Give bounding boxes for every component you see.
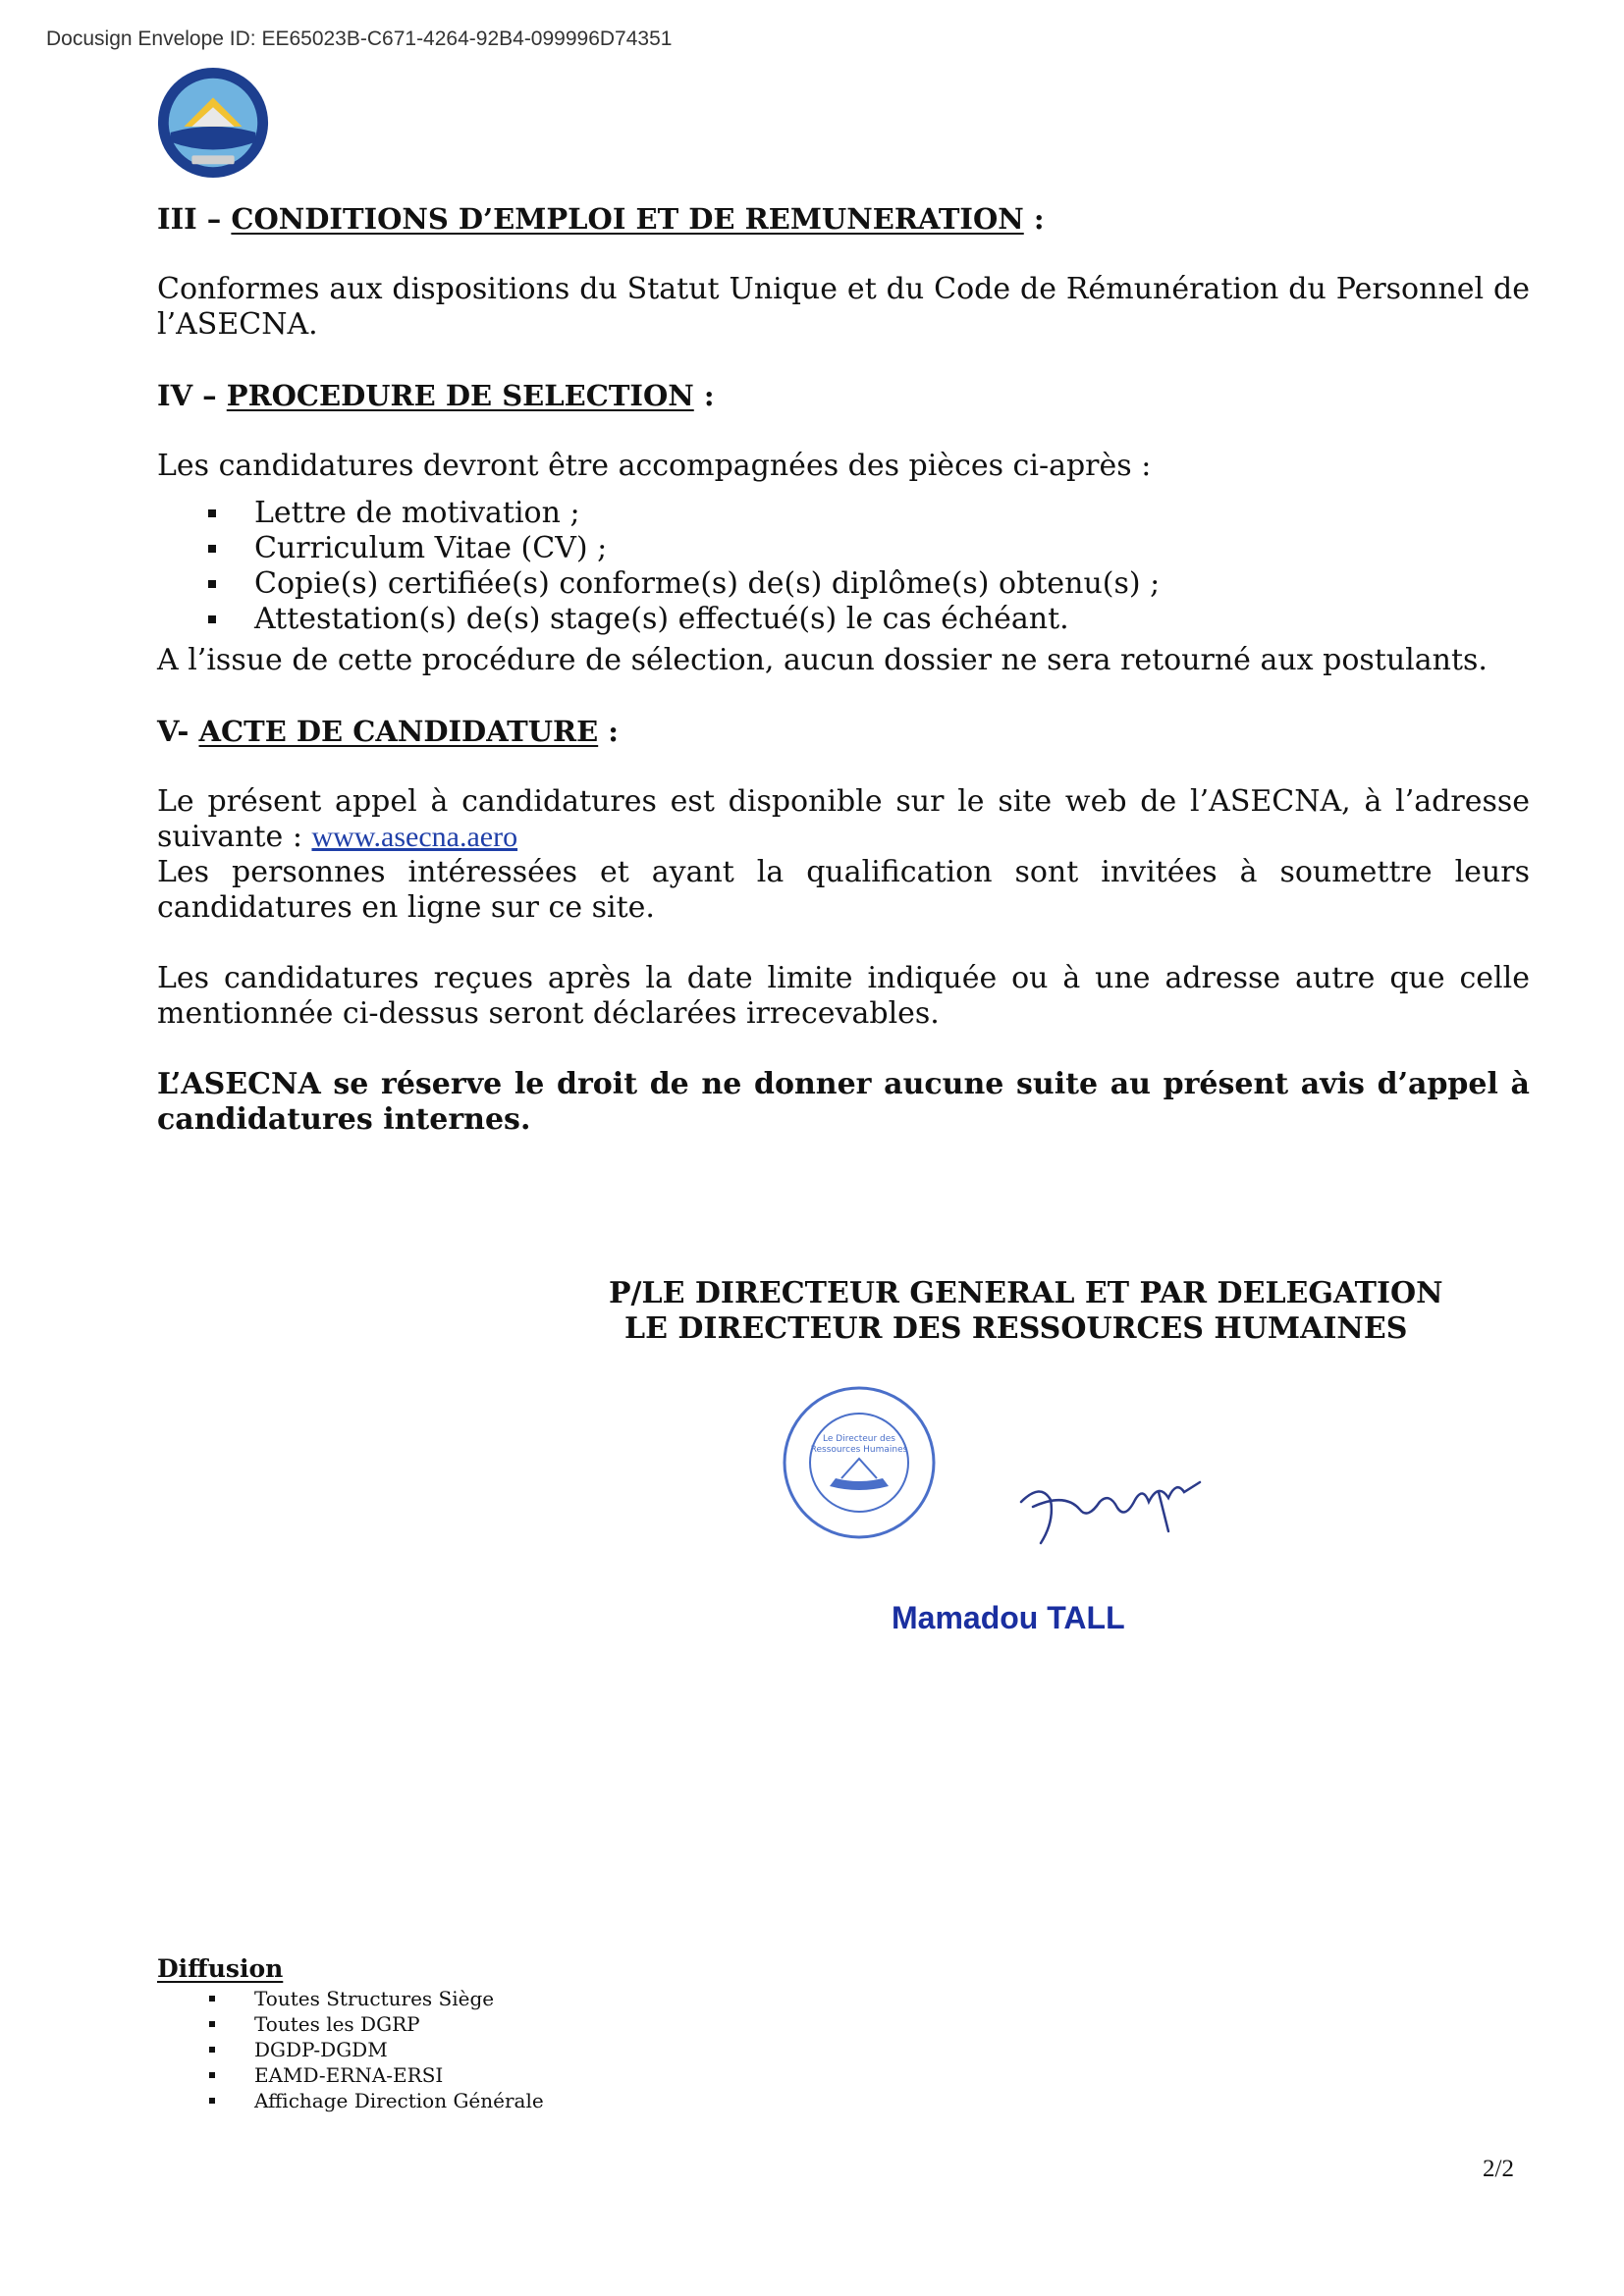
list-item: EAMD-ERNA-ERSI [157, 2062, 943, 2088]
section5-heading: V- ACTE DE CANDIDATURE : [157, 715, 619, 748]
signatory-title-line-1: P/LE DIRECTEUR GENERAL ET PAR DELEGATION [609, 1276, 1443, 1310]
list-item: Attestation(s) de(s) stage(s) effectué(s) le cas échéant. [157, 602, 1530, 637]
diffusion-list [157, 1956, 943, 2113]
section4-outro: A l’issue de cette procédure de sélection, aucun dossier ne sera retourné aux postulants. [157, 643, 1488, 677]
list-item: Toutes les DGRP [157, 2011, 943, 2037]
docusign-envelope-id: Docusign Envelope ID: EE65023B-C671-4264-92B4-099996D74351 [46, 27, 673, 50]
list-item: Toutes Structures Siège [157, 1986, 943, 2011]
official-stamp [781, 1384, 938, 1541]
required-documents-list [157, 496, 1530, 637]
section5-paragraph-2: Les personnes intéressées et ayant la qualification sont invitées à soumettre leurs candidatures en ligne sur ce site. [157, 855, 1530, 925]
svg-text:Le Directeur des: Le Directeur des [823, 1434, 895, 1444]
list-item: Lettre de motivation ; [157, 496, 1530, 531]
section3-body: Conformes aux dispositions du Statut Unique et du Code de Rémunération du Personnel de l’ASECNA. [157, 272, 1530, 342]
handwritten-signature [1011, 1463, 1208, 1556]
letter-body [157, 201, 1530, 1138]
section5-paragraph-3: Les candidatures reçues après la date limite indiquée ou à une adresse autre que celle mentionnée ci-dessus seront déclarées irrecevables. [157, 961, 1530, 1031]
section5-paragraph-1: Le présent appel à candidatures est disponible sur le site web de l’ASECNA, à l’adresse suivante : www.asecna.aero [157, 784, 1530, 854]
section5-title: ACTE DE CANDIDATURE [198, 715, 599, 748]
asecna-logo [155, 65, 271, 181]
list-item: DGDP-DGDM [157, 2037, 943, 2062]
signatory-title-line-2: LE DIRECTEUR DES RESSOURCES HUMAINES [624, 1311, 1408, 1346]
page-number: 2/2 [1483, 2156, 1514, 2182]
list-item: Affichage Direction Générale [157, 2088, 943, 2113]
section4-title: PROCEDURE DE SELECTION [226, 379, 694, 412]
signatory-name: Mamadou TALL [892, 1600, 1125, 1635]
diffusion-title: Diffusion [157, 1954, 284, 1983]
list-item: Copie(s) certifiée(s) conforme(s) de(s) diplôme(s) obtenu(s) ; [157, 566, 1530, 602]
section3-heading: III – CONDITIONS D’EMPLOI ET DE REMUNERATION : [157, 202, 1045, 236]
asecna-website-link[interactable]: www.asecna.aero [311, 821, 518, 853]
section4-intro: Les candidatures devront être accompagnées des pièces ci-après : [157, 449, 1152, 483]
section3-title: CONDITIONS D’EMPLOI ET DE REMUNERATION [231, 202, 1024, 236]
list-item: Curriculum Vitae (CV) ; [157, 531, 1530, 566]
section4-heading: IV – PROCEDURE DE SELECTION : [157, 379, 715, 412]
signature-block [609, 1276, 1492, 1347]
reservation-notice: L’ASECNA se réserve le droit de ne donner aucune suite au présent avis d’appel à candidatures internes. [157, 1067, 1530, 1137]
svg-text:Ressources Humaines: Ressources Humaines [810, 1445, 908, 1455]
